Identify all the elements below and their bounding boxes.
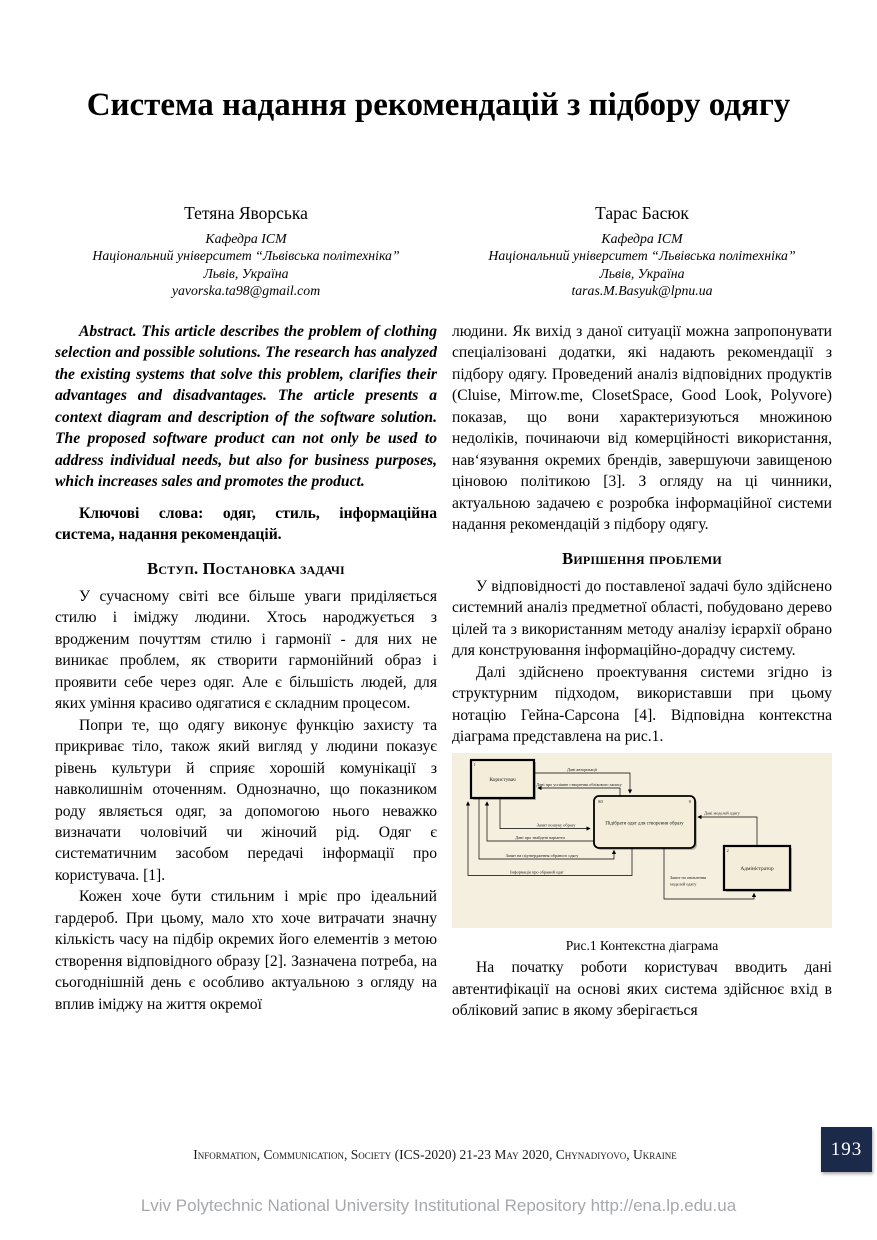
repository-stamp: Lviv Polytechnic National University Institutional Repository http://ena.lp.edu.ua — [140, 1196, 737, 1215]
section-heading-intro: Вступ. Постановка задачі — [147, 558, 345, 578]
body-paragraph: Попри те, що одягу виконує функцію захисту та прикриває тіло, також який вигляд у людини показує рівень культури й сприяє хорошій комунікації з навколишнім оточенням. Однозначно, що показником роду являється одяг, за допомогою нього неважко визначати чоловічий чи жіночий рід. Одяг є систематичним засобом передачі інформації про користувача. [1]. — [55, 716, 437, 884]
author-university: Національний університет “Львівська політехніка” — [92, 248, 400, 264]
body-paragraph-continuation: людини. Як вихід з даної ситуації можна запропонувати спеціалізовані додатки, які надають рекомендації з підбору одягу. Проведений аналіз відповідних продуктів (Cluise, Mirrow.me, ClosetSpace, Good Look, Polyvore) показав, що вони характеризуються множиною недоліків, починаючи від комерційності використання, нав‘язування окремих брендів, завершуючи завищеною ціновою політикою [3]. З огляду на ці чинники, актуальною задачею є розробка інформаційної системи надання рекомендацій з підбору одягу. — [452, 323, 832, 534]
flow-models-data-label: Дані моделей одягу — [704, 810, 740, 816]
body-paragraph: У сучасному світі все більше уваги приділяється стилю і іміджу людини. Хтось народжується з вродженим почуттям стилю і гармонії - для них не виникає проблем, як створити гармонійний образ і проявити себе через одяг. Але є більшість людей, для яких уміння красиво одягатися є складним процесом. — [55, 587, 437, 713]
body-paragraph: Далі здійснено проектування системи згідно із структурним підходом, використавши при цьому нотацію Гейна-Сарсона [4]. Відповідна контекстна діаграма представлена на рис.1. — [452, 663, 832, 746]
author-email: yavorska.ta98@gmail.com — [171, 283, 321, 299]
body-paragraph: На початку роботи користувач вводить дані автентифікації на основі яких система здійснює вхід в обліковий запис в якому зберігається — [452, 959, 832, 1019]
body-paragraph: У відповідності до поставленої задачі було здійснено системний аналіз предметної області, побудовано дерево цілей та з використанням методу аналізу ієрархії обрано для конструювання інформаційно-дорадчу систему. — [452, 577, 832, 660]
author-city: Львів, Україна — [203, 265, 289, 281]
author-email: taras.M.Basyuk@lpnu.ua — [571, 283, 713, 299]
keywords-paragraph: Ключові слова: одяг, стиль, інформаційна система, надання рекомендацій. — [55, 504, 437, 544]
conference-footer: Information, Communication, Society (ICS-2020) 21-23 May 2020, Chynadiyovo, Ukraine — [193, 1147, 677, 1162]
admin-entity-id: 2 — [726, 847, 729, 853]
flow-found-variants-label: Дані про знайдені варіанти — [515, 834, 565, 840]
author-city: Львів, Україна — [599, 265, 685, 281]
author-department: Кафедра ІСМ — [601, 231, 683, 246]
process-id-right: 0 — [688, 798, 691, 804]
flow-auth-label: Дані авторизації — [567, 766, 597, 772]
author-university: Національний університет “Львівська політехніка” — [488, 248, 796, 264]
flow-chosen-info-label: Інформація про обраний одяг — [510, 869, 564, 875]
context-diagram — [452, 753, 832, 928]
paper-title: Система надання рекомендацій з підбору одягу — [86, 87, 791, 123]
figure-caption: Рис.1 Контекстна діаграма — [565, 938, 719, 954]
right-column — [452, 321, 832, 1069]
flow-search-request-label: Запит пошуку образу — [536, 822, 576, 828]
flow-confirm-request-label: Запит на підтвердження обраного одягу — [505, 852, 579, 858]
flow-account-created-label: Дані про успішне створення облікового запису — [536, 781, 622, 787]
process-label: Підібрати одяг для створення образу — [605, 821, 684, 827]
process-id-left: S0 — [598, 798, 603, 804]
page-number-badge: 193 — [821, 1127, 872, 1172]
admin-entity-label: Адміністратор — [740, 865, 774, 872]
author-name: Тетяна Яворська — [184, 203, 308, 223]
left-column — [55, 321, 437, 1063]
author-department: Кафедра ІСМ — [205, 231, 287, 246]
abstract-paragraph: Abstract. This article describes the problem of clothing selection and possible solutions. The research has analyzed the existing systems that solve this problem, clarifies their advantages and disadvantages. The article presents a context diagram and description of the software solution. The proposed software product can not only be used to address individual needs, but also for business purposes, which increases sales and promotes the product. — [55, 323, 437, 491]
author-name: Тарас Басюк — [595, 203, 689, 223]
section-heading-solution: Вирішення проблеми — [562, 548, 722, 568]
context-diagram-figure — [452, 748, 832, 934]
author-block-2 — [452, 203, 832, 300]
flow-update-models-label-line2: моделей одягу — [670, 881, 697, 887]
user-entity-label: Користувач — [489, 776, 516, 783]
body-paragraph: Кожен хоче бути стильним і мріє про ідеальний гардероб. При цьому, мало хто хоче витрачати значну кількість часу на підбір окремих його елементів з метою створення відповідного образу [2]. Зазначена потреба, на сьогоднішній день є особливо актуальною з огляду на вплив іміджу на життя окремої — [55, 888, 437, 1013]
user-entity-id: 1 — [473, 761, 476, 767]
flow-account-created-line — [538, 788, 620, 796]
author-block-1 — [55, 203, 437, 300]
flow-update-models-label-line1: Запит на оновлення — [670, 874, 707, 880]
flow-models-data-line — [698, 817, 757, 846]
